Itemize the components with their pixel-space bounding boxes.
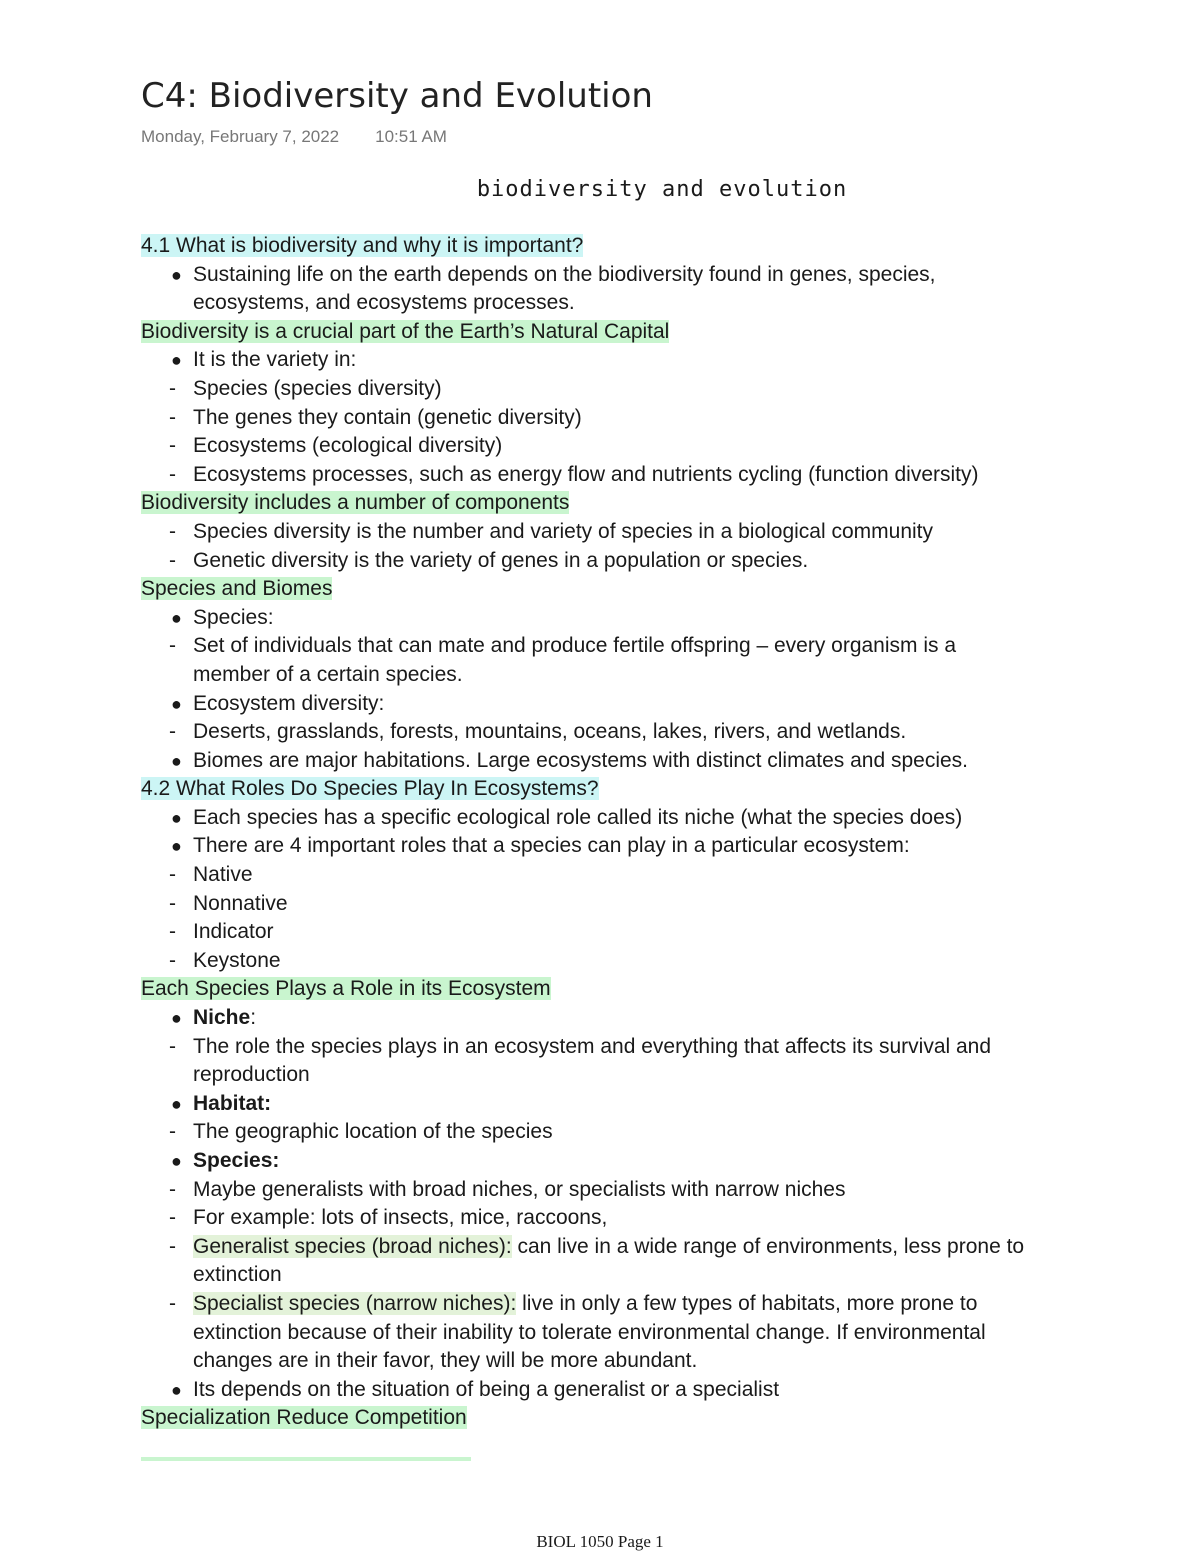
dash-icon: -	[169, 548, 176, 572]
bullet-icon: ●	[171, 750, 182, 771]
list-item-text: Biomes are major habitations. Large ecosystems with distinct climates and species.	[193, 748, 969, 772]
term-label: Species:	[193, 1149, 280, 1172]
list-item-text: Each species has a specific ecological role called its niche (what the species does)	[193, 805, 963, 829]
dash-icon: -	[169, 1206, 176, 1230]
dash-icon: -	[169, 1120, 176, 1144]
dash-list-item	[141, 890, 1181, 919]
bullet-icon: ●	[171, 1151, 182, 1171]
bullet-list-item	[141, 1376, 1181, 1405]
list-item-continuation	[141, 289, 1181, 318]
note-body	[141, 232, 1181, 1433]
page-title: C4: Biodiversity and Evolution	[141, 76, 653, 116]
dash-icon: -	[169, 405, 176, 429]
list-item-text: The geographic location of the species	[193, 1120, 553, 1144]
note-time: 10:51 AM	[375, 127, 447, 146]
dash-list-item	[141, 918, 1181, 947]
dash-icon: -	[169, 863, 176, 887]
dash-list-item	[141, 1233, 1181, 1262]
section-heading	[141, 489, 1181, 518]
dash-icon: -	[169, 1234, 176, 1258]
list-item-text: Deserts, grasslands, forests, mountains, oceans, lakes, rivers, and wetlands.	[193, 720, 907, 744]
list-item-text: ecosystems, and ecosystems processes.	[193, 291, 575, 315]
dash-list-item	[141, 1033, 1181, 1062]
list-item-text: It is the variety in:	[193, 348, 357, 372]
list-item-text: Ecosystem diversity:	[193, 691, 385, 715]
bullet-icon: ●	[171, 836, 182, 857]
list-item-text: member of a certain species.	[193, 662, 463, 686]
section-heading-text: Specialization Reduce Competition	[141, 1406, 467, 1430]
section-heading	[141, 232, 1181, 261]
section-heading-text: 4.1 What is biodiversity and why it is important?	[141, 234, 584, 257]
list-item-text: extinction because of their inability to tolerate environmental change. If environmental	[193, 1320, 986, 1344]
term-label: Niche	[193, 1006, 251, 1030]
bullet-icon: ●	[171, 1093, 182, 1114]
section-heading	[141, 318, 1181, 347]
bullet-icon: ●	[171, 1379, 182, 1400]
list-item-text: Ecosystems processes, such as energy flow and nutrients cycling (function diversity)	[193, 462, 979, 486]
list-item-continuation	[141, 1061, 1181, 1090]
bullet-list-item	[141, 747, 1181, 776]
dash-list-item	[141, 461, 1181, 490]
document-heading: biodiversity and evolution	[476, 177, 848, 202]
dash-icon: -	[169, 634, 176, 658]
list-item-text: Set of individuals that can mate and produce fertile offspring – every organism is a	[193, 634, 957, 658]
dash-list-item	[141, 432, 1181, 461]
bullet-icon: ●	[171, 264, 182, 285]
bullet-list-item	[141, 1090, 1181, 1119]
section-heading-text: Each Species Plays a Role in its Ecosystem	[141, 977, 551, 1001]
dash-icon: -	[169, 519, 176, 543]
list-item-continuation	[141, 661, 1181, 690]
list-item-text: There are 4 important roles that a species can play in a particular ecosystem:	[193, 834, 910, 858]
term-label: Habitat:	[193, 1091, 272, 1115]
list-item-text: Keystone	[193, 948, 281, 972]
list-item-continuation	[141, 1261, 1181, 1290]
list-item-text: The role the species plays in an ecosystem and everything that affects its survival and	[193, 1034, 992, 1058]
bullet-list-item	[141, 261, 1181, 290]
section-heading-text: 4.2 What Roles Do Species Play In Ecosystems?	[141, 777, 599, 801]
bullet-list-item	[141, 1004, 1181, 1033]
highlight-rule	[141, 1457, 471, 1461]
list-item-text: Species (species diversity)	[193, 376, 442, 400]
bullet-list-item	[141, 690, 1181, 719]
dash-list-item	[141, 1176, 1181, 1205]
list-item-text: live in only a few types of habitats, more prone to	[516, 1291, 978, 1315]
list-item-text: Species:	[193, 605, 274, 629]
list-item-text: Native	[193, 863, 253, 887]
dash-list-item	[141, 718, 1181, 747]
list-item-text: extinction	[193, 1263, 282, 1287]
bullet-icon: ●	[171, 350, 182, 371]
list-item-text: Its depends on the situation of being a generalist or a specialist	[193, 1377, 780, 1401]
dash-icon: -	[169, 920, 176, 944]
dash-list-item	[141, 1118, 1181, 1147]
dash-icon: -	[169, 434, 176, 458]
section-heading	[141, 775, 1181, 804]
dash-icon: -	[169, 891, 176, 915]
bullet-list-item	[141, 1147, 1181, 1176]
list-item-text: Maybe generalists with broad niches, or specialists with narrow niches	[193, 1177, 846, 1201]
section-heading-text: Biodiversity includes a number of components	[141, 491, 570, 515]
page-footer: BIOL 1050 Page 1	[536, 1532, 664, 1551]
bullet-icon: ●	[171, 1008, 182, 1029]
list-item-text: :	[250, 1006, 257, 1030]
dash-list-item	[141, 632, 1181, 661]
bullet-list-item	[141, 804, 1181, 833]
note-metadata	[141, 127, 447, 147]
list-item-text: Ecosystems (ecological diversity)	[193, 434, 503, 458]
dash-list-item	[141, 547, 1181, 576]
dash-list-item	[141, 861, 1181, 890]
bullet-list-item	[141, 832, 1181, 861]
list-item-text: For example: lots of insects, mice, raccoons,	[193, 1206, 608, 1230]
section-heading	[141, 975, 1181, 1004]
list-item-text: The genes they contain (genetic diversity)	[193, 405, 582, 429]
dash-list-item	[141, 518, 1181, 547]
section-heading	[141, 1404, 1181, 1433]
dash-list-item	[141, 404, 1181, 433]
dash-icon: -	[169, 376, 176, 400]
bullet-icon: ●	[171, 607, 182, 628]
highlighted-term: Specialist species (narrow niches):	[193, 1291, 517, 1315]
list-item-continuation	[141, 1347, 1181, 1376]
bullet-list-item	[141, 346, 1181, 375]
dash-icon: -	[169, 1177, 176, 1201]
list-item-text: can live in a wide range of environments, less prone to	[511, 1234, 1025, 1258]
dash-list-item	[141, 1290, 1181, 1319]
dash-list-item	[141, 1204, 1181, 1233]
section-heading	[141, 575, 1181, 604]
note-date: Monday, February 7, 2022	[141, 127, 340, 146]
dash-icon: -	[169, 1034, 176, 1058]
highlighted-term: Generalist species (broad niches):	[193, 1234, 512, 1258]
section-heading-text: Biodiversity is a crucial part of the Earth’s Natural Capital	[141, 319, 670, 343]
list-item-continuation	[141, 1319, 1181, 1348]
list-item-text: Species diversity is the number and variety of species in a biological community	[193, 519, 934, 543]
dash-list-item	[141, 375, 1181, 404]
dash-icon: -	[169, 720, 176, 744]
bullet-list-item	[141, 604, 1181, 633]
list-item-text: changes are in their favor, they will be more abundant.	[193, 1349, 698, 1373]
list-item-text: Genetic diversity is the variety of genes in a population or species.	[193, 548, 809, 572]
dash-icon: -	[169, 948, 176, 972]
list-item-text: Indicator	[193, 920, 274, 944]
bullet-icon: ●	[171, 693, 182, 714]
dash-icon: -	[169, 1291, 176, 1315]
section-heading-text: Species and Biomes	[141, 577, 333, 601]
dash-icon: -	[169, 462, 176, 486]
dash-list-item	[141, 947, 1181, 976]
list-item-text: reproduction	[193, 1063, 310, 1087]
list-item-text: Nonnative	[193, 891, 288, 915]
list-item-text: Sustaining life on the earth depends on the biodiversity found in genes, species,	[193, 262, 936, 286]
bullet-icon: ●	[171, 807, 182, 828]
